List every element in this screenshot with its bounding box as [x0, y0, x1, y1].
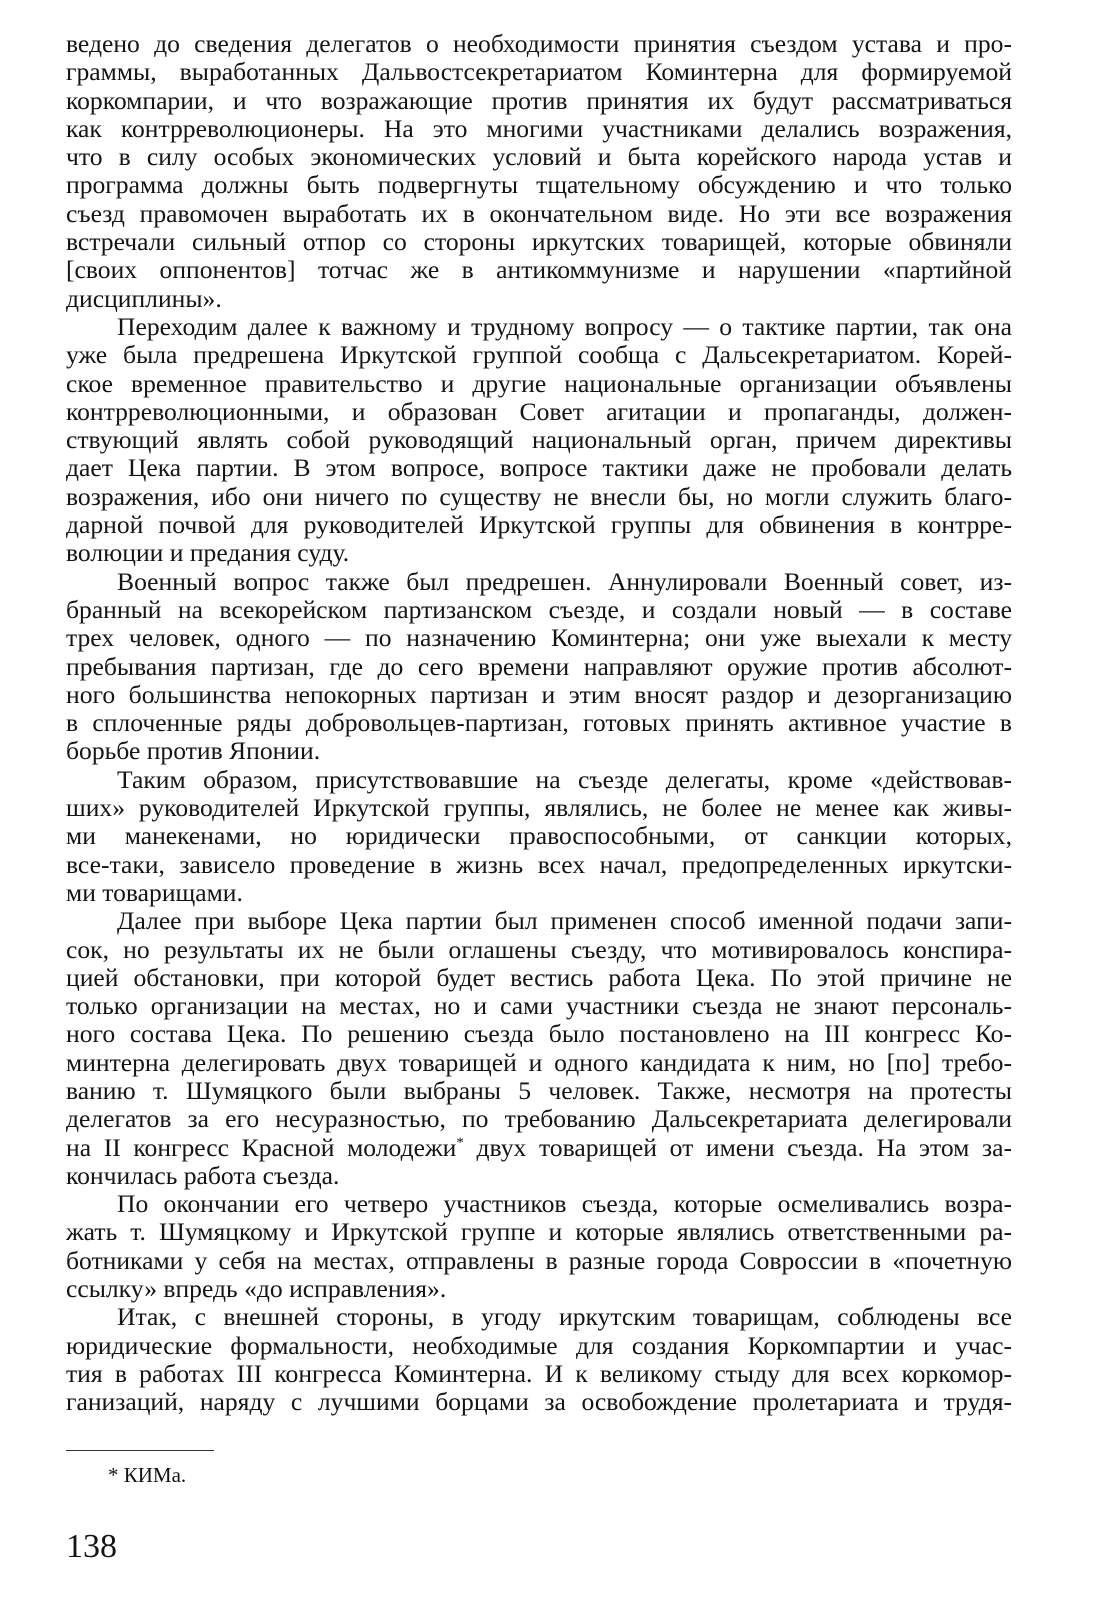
- text-line: [66, 313, 1012, 341]
- text-line-content: жать т. Шумяцкому и Иркутской группе и которые являлись ответственными ра-: [66, 1218, 1012, 1247]
- text-line-content: ми товарищами.: [66, 878, 243, 907]
- text-line: [66, 426, 1012, 454]
- text-line: [66, 171, 1012, 199]
- text-line-content: ское временное правительство и другие национальные организации объявлены: [66, 369, 1012, 398]
- text-line-content: как контрреволюционеры. На это многими участниками делались возражения,: [66, 114, 1012, 143]
- text-line-content: делегатов за его несуразностью, по требованию Дальсекретариата делегировали: [66, 1105, 1012, 1134]
- text-line: [66, 200, 1012, 228]
- text-line: [66, 483, 1012, 511]
- text-line: [66, 1218, 1012, 1246]
- text-line: [66, 964, 1012, 992]
- text-line-content: только организации на местах, но и сами участники съезда не знают персональ-: [66, 992, 1012, 1021]
- text-line-content: все-таки, зависело проведение в жизнь всех начал, предопределенных иркутски-: [66, 850, 1012, 879]
- text-line: [66, 1303, 1012, 1331]
- text-line-content: минтерна делегировать двух товарищей и одного кандидата к ним, но [по] требо-: [66, 1048, 1012, 1077]
- text-line: [66, 568, 1012, 596]
- text-line: [66, 115, 1012, 143]
- text-line-content: возражения, ибо они ничего по существу не внесли бы, но могли служить благо-: [66, 482, 1012, 511]
- text-line: [66, 737, 1012, 765]
- text-line-content: на II конгресс Красной молодежи: [66, 1133, 457, 1162]
- text-line-content: в сплоченные ряды добровольцев-партизан, готовых принять активное участие в: [66, 709, 1012, 738]
- text-line-content: Переходим далее к важному и трудному вопросу — о тактике партии, так она: [117, 312, 1012, 341]
- text-line: [66, 596, 1012, 624]
- text-line: [66, 624, 1012, 652]
- text-line-content: что в силу особых экономических условий и быта корейского народа устав и: [66, 143, 1012, 172]
- page-number: 138: [66, 1528, 117, 1565]
- text-line: [66, 992, 1012, 1020]
- text-line-content: дисциплины».: [66, 284, 222, 313]
- text-line-content: волюции и предания суду.: [66, 539, 350, 568]
- text-line-content: дает Цека партии. В этом вопросе, вопросе тактики даже не пробовали делать: [66, 454, 1012, 483]
- text-line: [66, 879, 1012, 907]
- text-line: [66, 766, 1012, 794]
- text-line: [66, 87, 1012, 115]
- text-line: [66, 143, 1012, 171]
- text-line: [66, 851, 1012, 879]
- text-line: [66, 454, 1012, 482]
- text-line: [66, 1020, 1012, 1048]
- text-line: [66, 1105, 1012, 1133]
- text-line-content: сок, но результаты их не были оглашены съезду, что мотивировалось конспира-: [66, 935, 1012, 964]
- text-line: [66, 1190, 1012, 1218]
- text-line-content: юридические формальности, необходимые для создания Коркомпартии и учас-: [66, 1331, 1012, 1360]
- text-line: [66, 936, 1012, 964]
- text-line-content: программа должны быть подвергнуты тщательному обсуждению и что только: [66, 171, 1012, 200]
- text-line-content: ного состава Цека. По решению съезда было постановлено на III конгресс Ко-: [66, 1020, 1012, 1049]
- text-line: [66, 709, 1012, 737]
- text-line-content: ми манекенами, но юридически правоспособными, от санкции которых,: [66, 822, 1012, 851]
- text-line: [66, 398, 1012, 426]
- text-line: [66, 256, 1012, 284]
- text-line-content: дарной почвой для руководителей Иркутской группы для обвинения в контрре-: [66, 511, 1012, 540]
- text-line-content: ного большинства непокорных партизан и этим вносят раздор и дезорганизацию: [66, 680, 1012, 709]
- text-line: [66, 341, 1012, 369]
- text-line: [66, 30, 1012, 58]
- text-line-content: По окончании его четверо участников съезда, которые осмеливались возра-: [117, 1190, 1012, 1219]
- text-line: [66, 370, 1012, 398]
- text-line-content: кончилась работа съезда.: [66, 1161, 340, 1190]
- text-line: [66, 1134, 1012, 1162]
- text-line-content: коркомпарии, и что возражающие против принятия их будут рассматриваться: [66, 86, 1012, 115]
- text-line: [66, 822, 1012, 850]
- footnote-marker: *: [456, 1134, 464, 1151]
- text-line-content: ссылку» впредь «до исправления».: [66, 1275, 447, 1304]
- text-line-continuation: двух товарищей от имени съезда. На этом за-: [463, 1133, 1012, 1162]
- footnote-rule: [66, 1450, 214, 1451]
- footnote: * КИМа.: [108, 1463, 187, 1487]
- text-line-content: контрреволюционными, и образован Совет агитации и пропаганды, должен-: [66, 397, 1012, 426]
- text-line-content: ботниками у себя на местах, отправлены в разные города Совроссии в «почетную: [66, 1246, 1012, 1275]
- text-line-content: ствующий являть собой руководящий национальный орган, причем директивы: [66, 426, 1012, 455]
- text-line-content: трех человек, одного — по назначению Коминтерна; они уже выехали к месту: [66, 624, 1012, 653]
- text-line: [66, 1077, 1012, 1105]
- text-line-content: Далее при выборе Цека партии был применен способ именной подачи запи-: [117, 907, 1012, 936]
- text-line: [66, 907, 1012, 935]
- text-line: [66, 285, 1012, 313]
- text-line-content: [своих оппонентов] тотчас же в антикоммунизме и нарушении «партийной: [66, 256, 1012, 285]
- text-line-content: встречали сильный отпор со стороны иркутских товарищей, которые обвиняли: [66, 228, 1012, 257]
- text-line: [66, 681, 1012, 709]
- text-line-content: Итак, с внешней стороны, в угоду иркутским товарищам, соблюдены все: [117, 1303, 1012, 1332]
- text-line: [66, 1162, 1012, 1190]
- text-line-content: ванию т. Шумяцкого были выбраны 5 человек. Также, несмотря на протесты: [66, 1076, 1012, 1105]
- text-line: [66, 228, 1012, 256]
- text-line: [66, 58, 1012, 86]
- text-line-content: борьбе против Японии.: [66, 737, 321, 766]
- text-line-content: ганизаций, наряду с лучшими борцами за освобождение пролетариата и трудя-: [66, 1388, 1012, 1417]
- body-text: [66, 30, 1012, 1417]
- text-line: [66, 1360, 1012, 1388]
- text-line-content: ведено до сведения делегатов о необходимости принятия съездом устава и про-: [66, 30, 1012, 58]
- text-line: [66, 1388, 1012, 1416]
- text-line: [66, 1332, 1012, 1360]
- text-line: [66, 653, 1012, 681]
- text-line-content: Военный вопрос также был предрешен. Аннулировали Военный совет, из-: [117, 567, 1012, 596]
- text-line-content: бранный на всекорейском партизанском съезде, и создали новый — в составе: [66, 595, 1012, 624]
- text-line: [66, 794, 1012, 822]
- text-line: [66, 1247, 1012, 1275]
- text-line: [66, 511, 1012, 539]
- text-line: [66, 1275, 1012, 1303]
- text-line-content: граммы, выработанных Дальвостсекретариатом Коминтерна для формируемой: [66, 58, 1012, 87]
- text-line-content: уже была предрешена Иркутской группой сообща с Дальсекретариатом. Корей-: [66, 341, 1012, 370]
- text-line-content: съезд правомочен выработать их в окончательном виде. Но эти все возражения: [66, 199, 1012, 228]
- text-line-content: Таким образом, присутствовавшие на съезде делегаты, кроме «действовав-: [117, 765, 1012, 794]
- text-line-content: пребывания партизан, где до сего времени направляют оружие против абсолют-: [66, 652, 1012, 681]
- text-line-content: ших» руководителей Иркутской группы, являлись, не более не менее как живы-: [66, 794, 1012, 823]
- text-line: [66, 1049, 1012, 1077]
- text-line-content: цией обстановки, при которой будет вестись работа Цека. По этой причине не: [66, 963, 1012, 992]
- text-line-content: тия в работах III конгресса Коминтерна. И к великому стыду для всех коркомор-: [66, 1359, 1012, 1388]
- text-line: [66, 539, 1012, 567]
